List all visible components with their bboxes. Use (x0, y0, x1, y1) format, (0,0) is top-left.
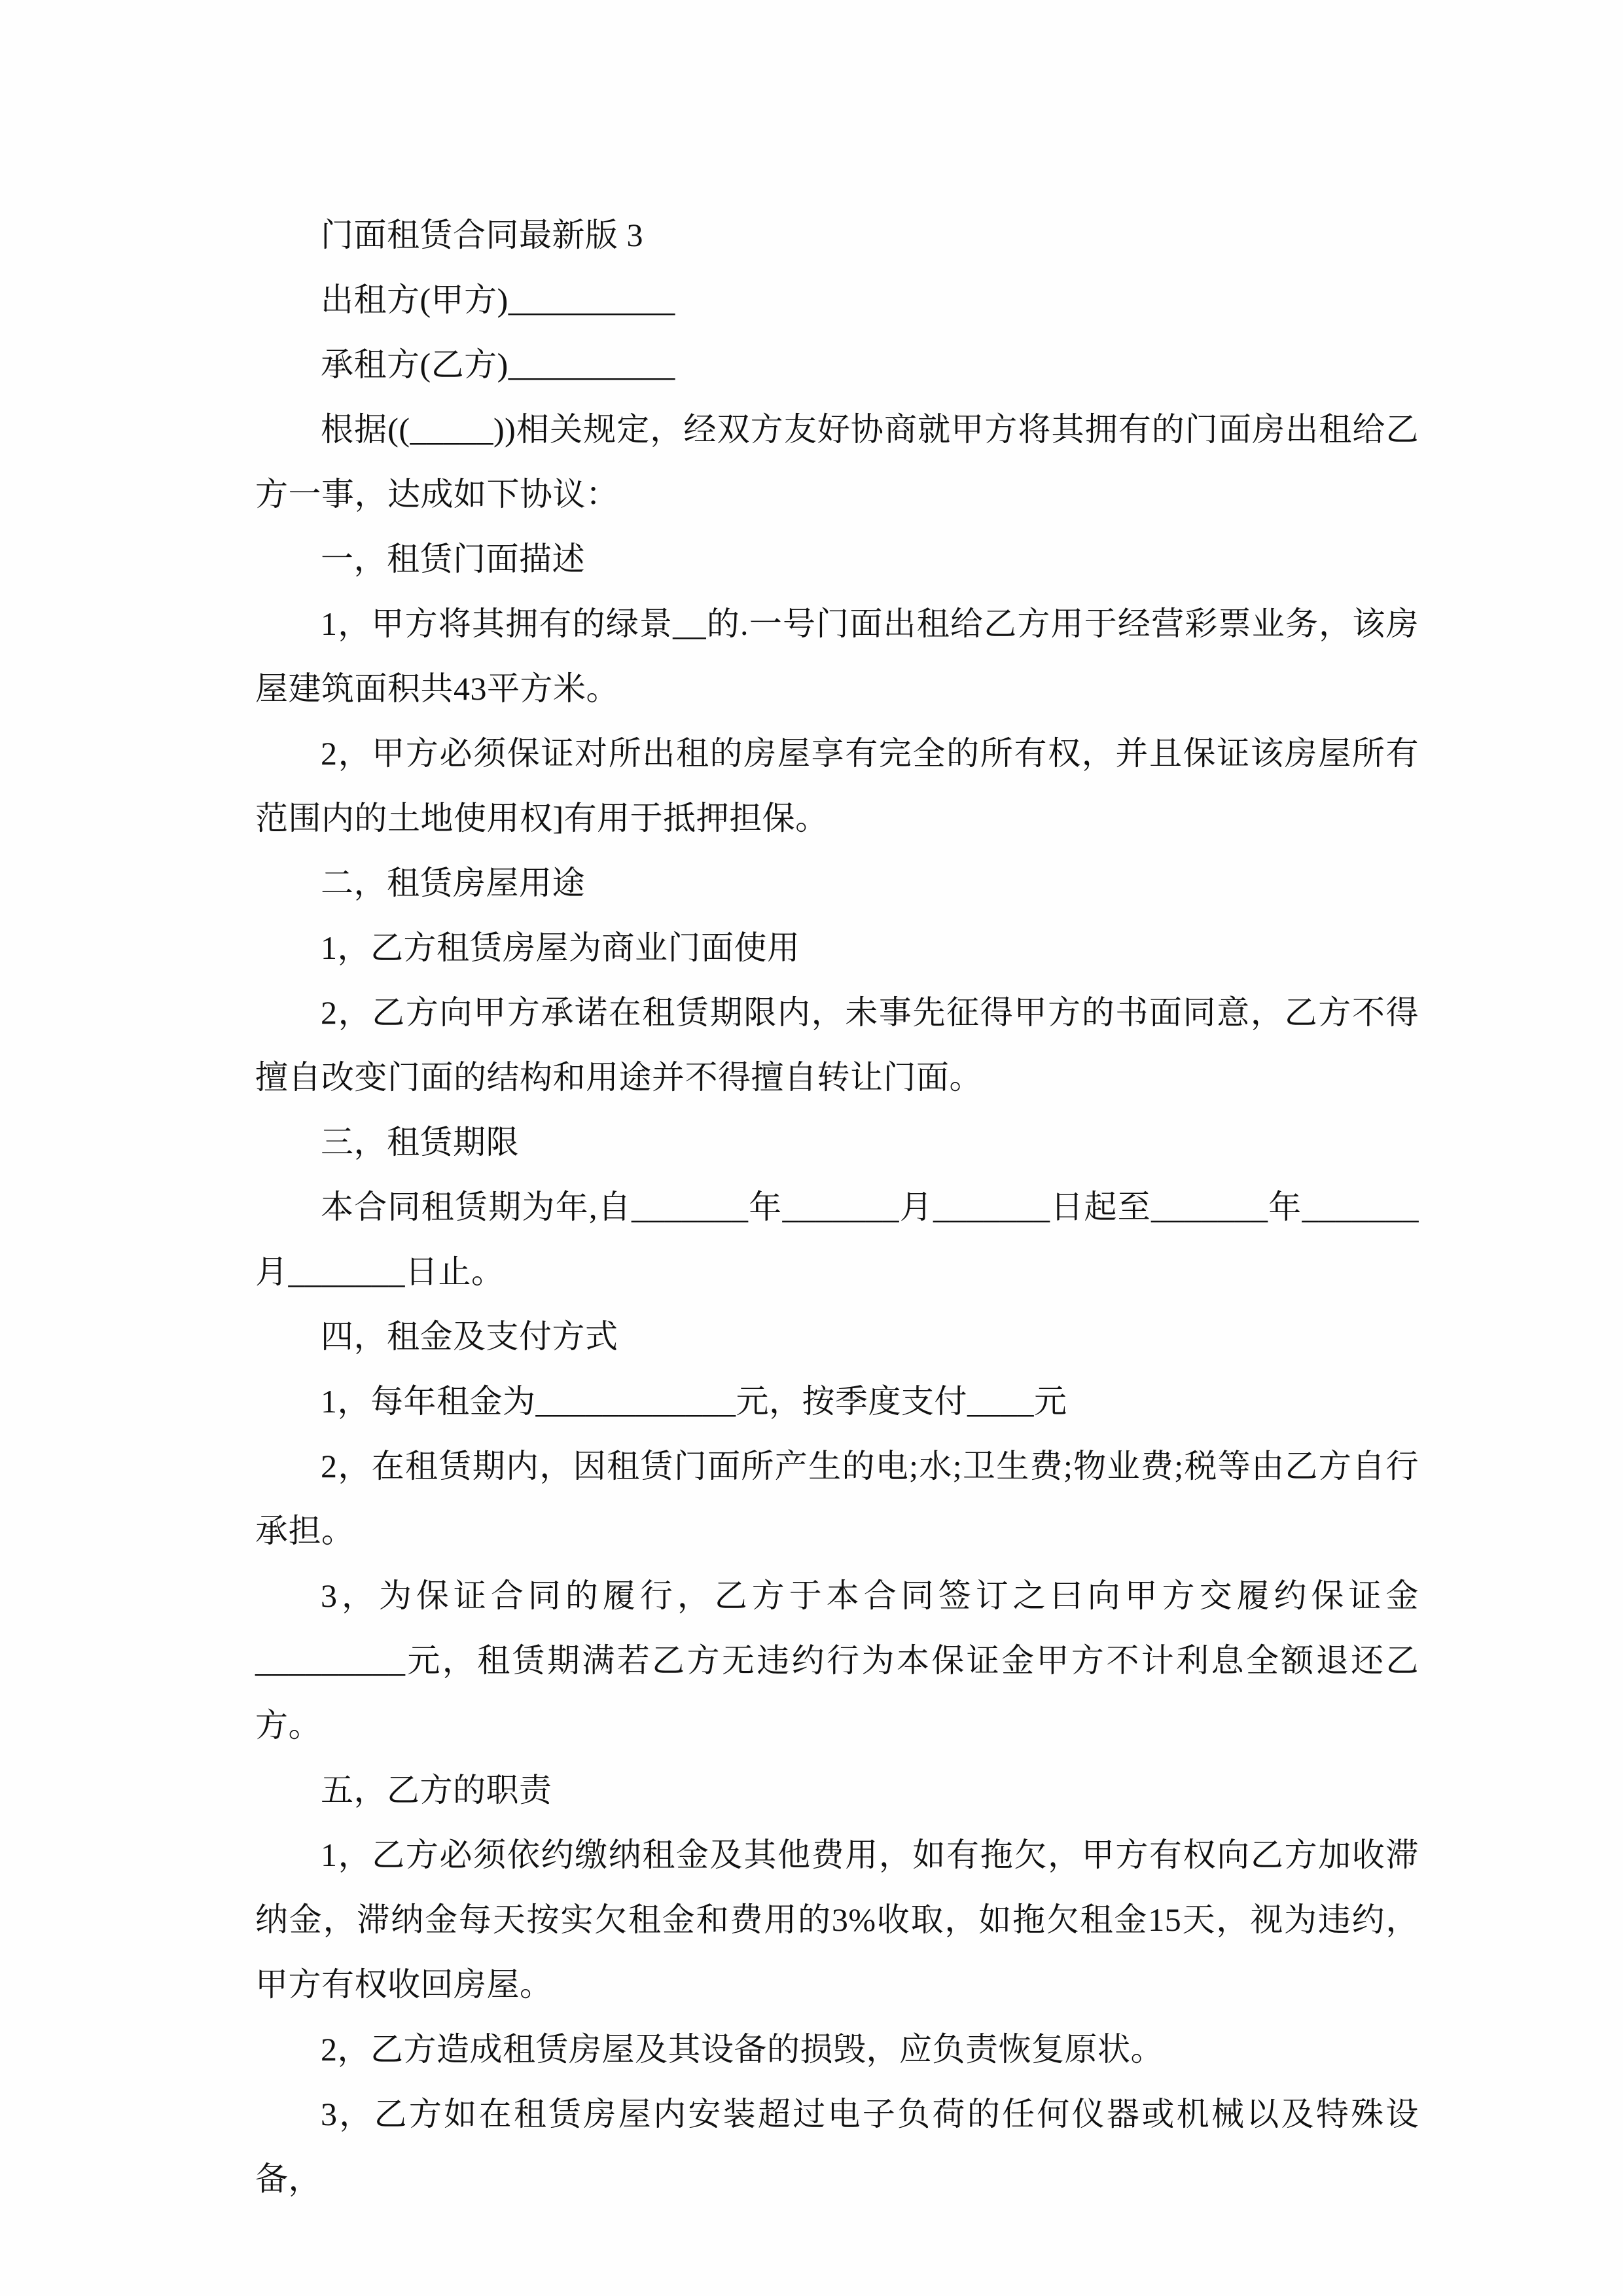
section-heading: 五，乙方的职责 (321, 1772, 552, 1808)
paragraph: 1，每年租金为____________元，按季度支付____元 (321, 1383, 1067, 1420)
paragraph: 出租方(甲方)__________ (321, 281, 675, 318)
paragraph: 2，甲方必须保证对所出租的房屋享有完全的所有权，并且保证该房屋所有范围内的土地使用权]有用于抵押担保。 (255, 735, 1419, 836)
paragraph: 承租方(乙方)__________ (321, 346, 675, 383)
paragraph: 根据((_____))相关规定，经双方友好协商就甲方将其拥有的门面房出租给乙方一事，达成如下协议： (255, 411, 1419, 512)
paragraph: 1，乙方必须依约缴纳租金及其他费用，如有拖欠，甲方有权向乙方加收滞纳金，滞纳金每天按实欠租金和费用的3%收取，如拖欠租金15天，视为违约，甲方有权收回房屋。 (255, 1837, 1419, 2003)
contract-document (255, 203, 1419, 2212)
paragraph: 2，在租赁期内，因租赁门面所产生的电;水;卫生费;物业费;税等由乙方自行承担。 (255, 1448, 1419, 1549)
section-heading: 一，租赁门面描述 (321, 541, 585, 577)
section-heading: 二，租赁房屋用途 (321, 865, 585, 901)
section-heading: 三，租赁期限 (321, 1124, 519, 1160)
paragraph: 1，甲方将其拥有的绿景__的.一号门面出租给乙方用于经营彩票业务，该房屋建筑面积共43平方米。 (255, 605, 1419, 707)
paragraph: 3，乙方如在租赁房屋内安装超过电子负荷的任何仪器或机械以及特殊设备， (255, 2096, 1419, 2197)
section-heading: 四，租金及支付方式 (321, 1318, 618, 1355)
paragraph: 1，乙方租赁房屋为商业门面使用 (321, 929, 800, 966)
document-title: 门面租赁合同最新版 3 (321, 217, 643, 253)
paragraph: 2，乙方向甲方承诺在租赁期限内，未事先征得甲方的书面同意，乙方不得擅自改变门面的结构和用途并不得擅自转让门面。 (255, 994, 1419, 1096)
paragraph: 本合同租赁期为年,自_______年_______月_______日起至_______年_______月_______日止。 (255, 1189, 1419, 1290)
paragraph: 2，乙方造成租赁房屋及其设备的损毁，应负责恢复原状。 (321, 2031, 1164, 2068)
paragraph: 3，为保证合同的履行，乙方于本合同签订之曰向甲方交履约保证金_________元，租赁期满若乙方无违约行为本保证金甲方不计利息全额退还乙方。 (255, 1577, 1419, 1744)
